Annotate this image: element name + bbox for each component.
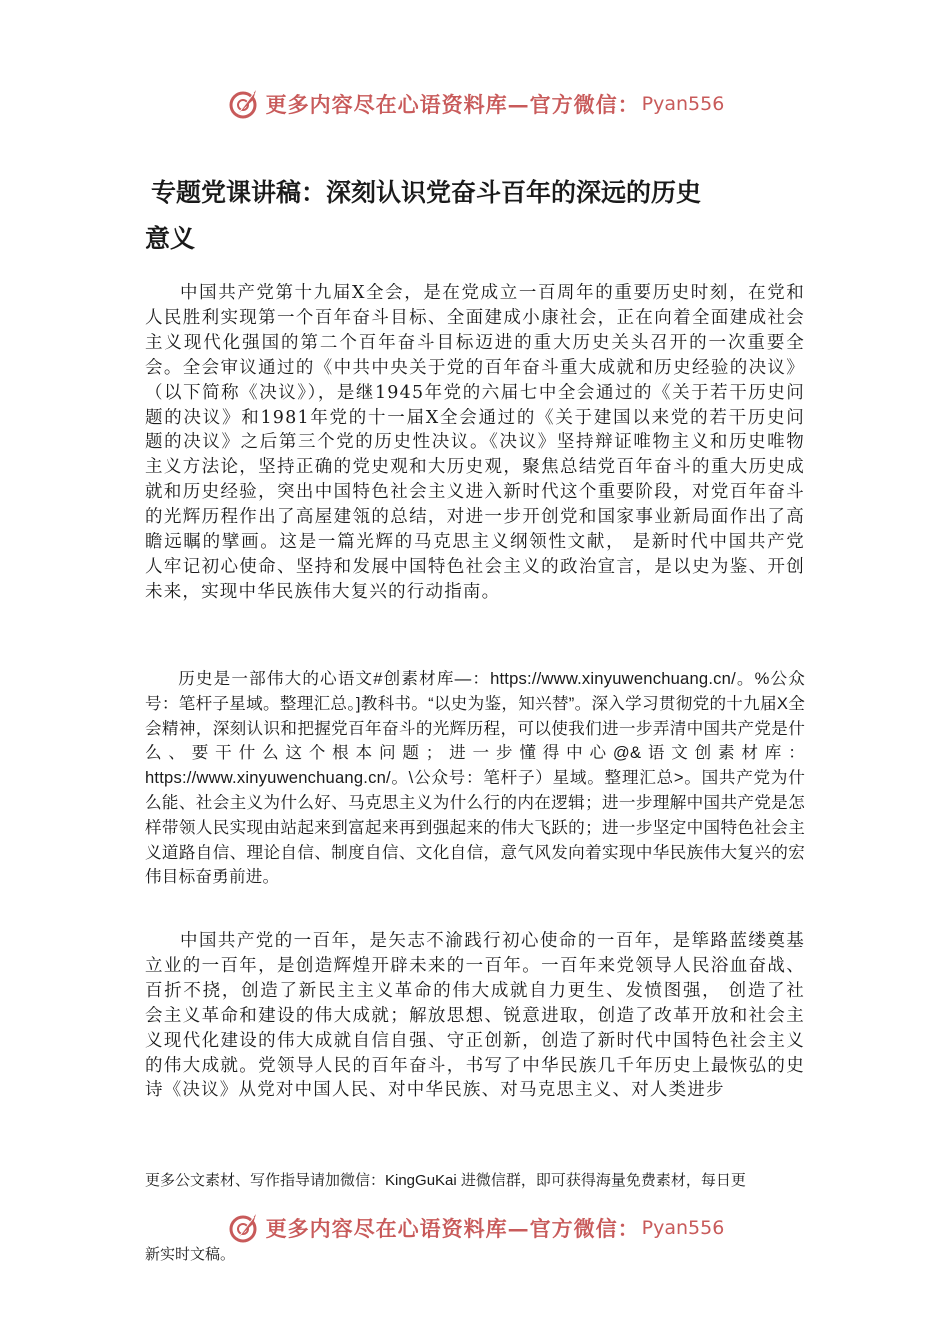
page-title bbox=[145, 170, 805, 262]
quill-logo-icon bbox=[226, 86, 262, 122]
quill-logo-icon bbox=[226, 1210, 262, 1246]
title-line-2: 意义 bbox=[145, 224, 196, 253]
banner-wechat-id: Pyan556 bbox=[641, 93, 725, 115]
footer-banner bbox=[0, 1208, 950, 1248]
header-banner bbox=[0, 84, 950, 124]
body-paragraph-1: 中国共产党第十九届X全会，是在党成立一百周年的重要历史时刻，在党和人民胜利实现第一个百年奋斗目标、全面建成小康社会，正在向着全面建成社会主义现代化强国的第二个百年奋斗目标迈进的重大历史关头召开的一次重要全会。全会审议通过的《中共中央关于党的百年奋斗重大成就和历史经验的决议》（以下简称《决议》），是继1945年党的六届七中全会通过的《关于若干历史问题的决议》和1981年党的十一届X全会通过的《关于建国以来党的若干历史问题的决议》之后第三个党的历史性决议。《决议》坚持辩证唯物主义和历史唯物主义方法论，坚持正确的党史观和大历史观，聚焦总结党百年奋斗的重大历史成就和历史经验，突出中国特色社会主义进入新时代这个重要阶段，对党百年奋斗的光辉历程作出了高屋建瓴的总结，对进一步开创党和国家事业新局面作出了高瞻远瞩的擘画。这是一篇光辉的马克思主义纲领性文献， 是新时代中国共产党人牢记初心使命、坚持和发展中国特色社会主义的政治宣言，是以史为鉴、开创未来，实现中华民族伟大复兴的行动指南。 bbox=[145, 283, 805, 602]
footer-note-line-2: 新实时文稿。 bbox=[145, 1246, 236, 1263]
body-paragraph-3: 中国共产党的一百年，是矢志不渝践行初心使命的一百年，是筚路蓝缕奠基立业的一百年，是创造辉煌开辟未来的一百年。一百年来党领导人民浴血奋战、百折不挠，创造了新民主主义革命的伟大成就自力更生、发愤图强， 创造了社会主义革命和建设的伟大成就；解放思想、锐意进取，创造了改革开放和社会主义现代化建设的伟大成就自信自强、守正创新，创造了新时代中国特色社会主义的伟大成就。党领导人民的百年奋斗，书写了中华民族几千年历史上最恢弘的史诗《决议》从党对中国人民、对中华民族、对马克思主义、对人类进步 bbox=[145, 931, 805, 1101]
banner-text: 更多内容尽在心语资料库—官方微信： bbox=[265, 92, 640, 117]
title-line-1: 专题党课讲稿：深刻认识党奋斗百年的深远的历史 bbox=[151, 178, 702, 207]
footer-note-line-1: 更多公文素材、写作指导请加微信：KingGuKai 进微信群，即可获得海量免费素材，每日更 bbox=[145, 1172, 746, 1189]
banner-wechat-id: Pyan556 bbox=[641, 1217, 725, 1239]
body-paragraph-2: 历史是一部伟大的心语文#创素材库—：https://www.xinyuwenchuang.cn/。%公众号：笔杆子星域。整理汇总。]教科书。“以史为鉴，知兴替”。深入学习贯彻党的十九届X全会精神，深刻认识和把握党百年奋斗的光辉历程，可以使我们进一步弄清中国共产党是什么、要干什么这个根本问题；进一步懂得中心@&语文创素材库：https://www.xinyuwenchuang.cn/。\公众号：笔杆子）星域。整理汇总>。国共产党为什么能、社会主义为什么好、马克思主义为什么行的内在逻辑；进一步理解中国共产党是怎样带领人民实现由站起来到富起来再到强起来的伟大飞跃的；进一步坚定中国特色社会主义道路自信、理论自信、制度自信、文化自信，意气风发向着实现中华民族伟大复兴的宏伟目标奋勇前进。 bbox=[145, 669, 805, 887]
banner-text: 更多内容尽在心语资料库—官方微信： bbox=[265, 1216, 640, 1241]
